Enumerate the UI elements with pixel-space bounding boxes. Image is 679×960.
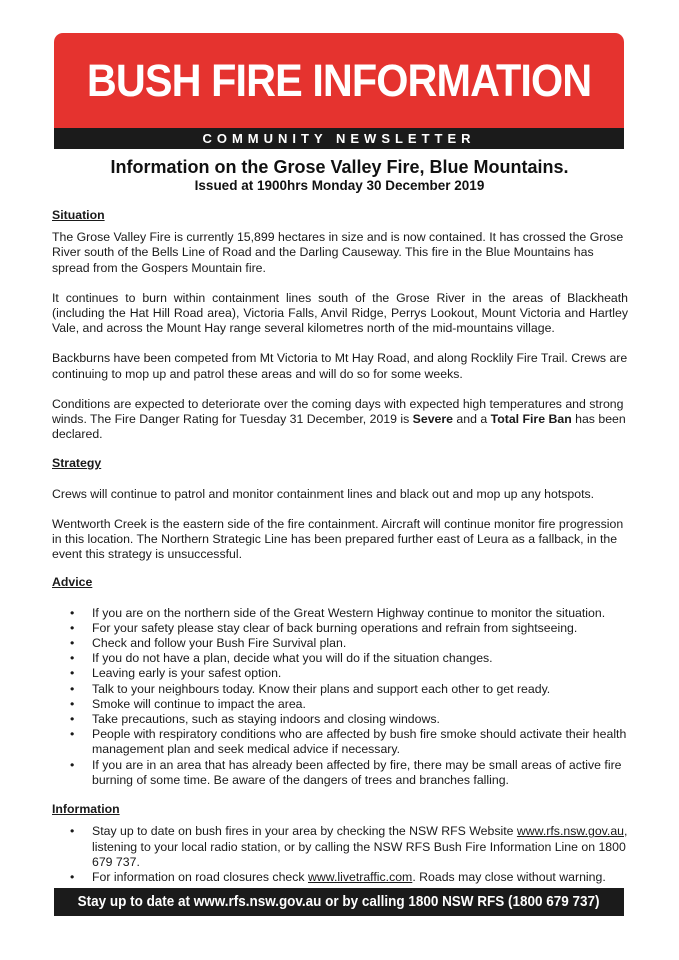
advice-item	[70, 636, 628, 651]
footer-text: Stay up to date at www.rfs.nsw.gov.au or by calling 1800 NSW RFS (1800 679 737)	[78, 894, 600, 910]
advice-item	[70, 620, 628, 636]
information-text-a: Stay up to date on bush fires in your area by checking the NSW RFS Website	[92, 824, 517, 839]
bullet-icon: •	[70, 636, 75, 651]
advice-item	[70, 757, 628, 788]
information-item	[70, 824, 628, 870]
advice-text: For your safety please stay clear of back burning operations and refrain from sightseeing.	[92, 620, 578, 635]
advice-text: Check and follow your Bush Fire Survival plan.	[92, 636, 347, 651]
advice-text: Smoke will continue to impact the area.	[92, 696, 306, 711]
advice-text: Take precautions, such as staying indoors and closing windows.	[92, 712, 440, 727]
total-fire-ban: Total Fire Ban	[490, 412, 572, 427]
situation-paragraph-4	[52, 397, 628, 443]
advice-item	[70, 666, 628, 681]
bullet-icon: •	[70, 605, 75, 620]
bullet-icon: •	[70, 712, 75, 727]
bullet-icon: •	[70, 696, 75, 711]
banner-subtitle-bar	[54, 128, 624, 149]
bullet-icon: •	[70, 651, 75, 666]
newsletter-body	[52, 208, 628, 899]
advice-text: Talk to your neighbours today. Know their plans and support each other to get ready.	[92, 681, 551, 696]
advice-text: People with respiratory conditions who are affected by bush fire smoke should activate their health management plan and seek medical advice if necessary.	[92, 727, 627, 757]
information-list	[52, 824, 628, 885]
issued-date: Issued at 1900hrs Monday 30 December 2019	[194, 178, 485, 193]
bullet-icon: •	[70, 824, 75, 839]
rfs-website-link[interactable]: www.rfs.nsw.gov.au	[516, 824, 624, 839]
bullet-icon: •	[70, 869, 75, 884]
header-banner	[54, 33, 624, 149]
situation-heading: Situation	[52, 208, 105, 222]
situation-paragraph-2: It continues to burn within containment lines south of the Grose River in the areas of Blackheath (including the Hat Hill Road area), Victoria Falls, Anvil Ridge, Perrys Lookout, Mount Victoria and Hartley Vale, and across the Mount Hay range several kilometres north of the mid-mountains village.	[52, 290, 628, 336]
advice-item	[70, 681, 628, 697]
situation-paragraph-1: The Grose Valley Fire is currently 15,899 hectares in size and is now contained. It has crossed the Grose River south of the Bells Line of Road and the Darling Causeway. This fire in the Blue Mountains has spread from the Gospers Mountain fire.	[52, 230, 624, 275]
advice-text: If you are on the northern side of the Great Western Highway continue to monitor the situation.	[92, 605, 606, 620]
information-heading: Information	[52, 802, 120, 817]
bullet-icon: •	[70, 727, 75, 742]
bullet-icon: •	[70, 620, 75, 635]
situation-p4-text-b: and a	[453, 412, 491, 427]
banner-title: BUSH FIRE INFORMATION	[86, 54, 592, 106]
situation-p4-text-a: Conditions are expected to deteriorate over the coming days with expected high temperatures and strong winds. The Fire Danger Rating for Tuesday 31 December, 2019 is	[52, 396, 624, 427]
livetraffic-link[interactable]: www.livetraffic.com	[307, 869, 413, 884]
bullet-icon: •	[70, 666, 75, 681]
strategy-heading: Strategy	[52, 456, 102, 471]
advice-list	[52, 606, 628, 788]
banner-red-panel	[54, 33, 624, 128]
information-item	[70, 869, 628, 885]
strategy-paragraph-2: Wentworth Creek is the eastern side of the fire containment. Aircraft will continue monitor fire progression in this location. The Northern Strategic Line has been prepared further east of Leura as a fallback, in the event this strategy is unsuccessful.	[52, 516, 624, 562]
advice-text: Leaving early is your safest option.	[92, 666, 282, 681]
advice-item	[70, 727, 628, 757]
advice-heading: Advice	[52, 575, 93, 590]
information-text-c: For information on road closures check	[92, 869, 308, 884]
strategy-paragraph-1: Crews will continue to patrol and monitor containment lines and black out and mop up any hotspots.	[52, 486, 595, 501]
advice-item	[70, 605, 628, 621]
advice-text: If you do not have a plan, decide what you will do if the situation changes.	[92, 651, 493, 666]
situation-p4-text-c: has been declared.	[52, 412, 626, 442]
advice-item	[70, 696, 628, 712]
bullet-icon: •	[70, 681, 75, 696]
advice-text: If you are in an area that has already been affected by fire, there may be small areas of active fire burning of some time. Be aware of the dangers of trees and branches falling.	[92, 757, 622, 787]
advice-item	[70, 712, 628, 727]
advice-item	[70, 651, 628, 666]
information-text-b: , listening to your local radio station, or by calling the NSW RFS Bush Fire Information Line on 1800 679 737.	[92, 824, 628, 869]
page-title: Information on the Grose Valley Fire, Blue Mountains.	[110, 157, 569, 177]
bullet-icon: •	[70, 757, 75, 772]
information-text-d: . Roads may close without warning.	[412, 869, 606, 884]
fire-danger-rating: Severe	[412, 412, 454, 427]
situation-paragraph-3: Backburns have been competed from Mt Victoria to Mt Hay Road, and along Rocklily Fire Trail. Crews are continuing to mop up and patrol these areas and will do so for some weeks.	[52, 351, 628, 381]
banner-subtitle: COMMUNITY NEWSLETTER	[202, 131, 476, 146]
footer-banner	[54, 888, 624, 916]
